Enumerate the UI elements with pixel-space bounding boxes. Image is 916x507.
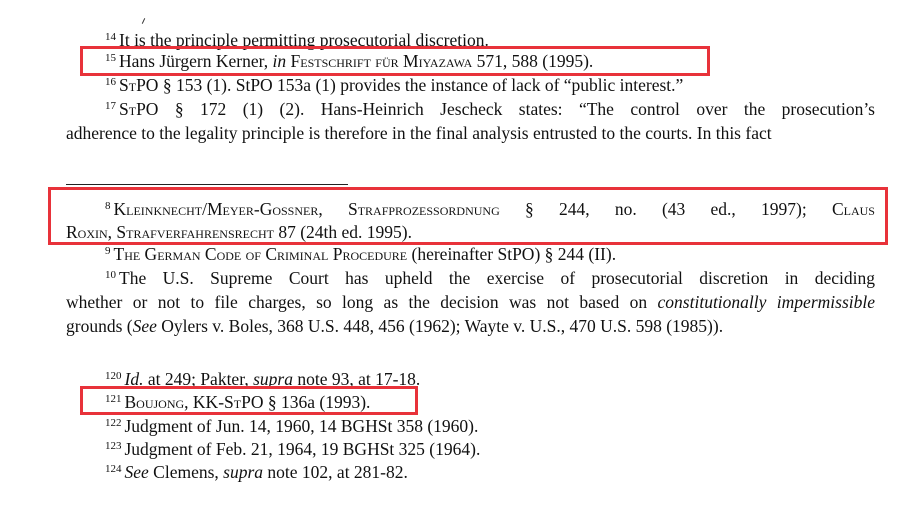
footnote-number: 14 bbox=[105, 31, 116, 43]
footnote-17-continuation: adherence to the legality principle is therefore in the final analysis entrusted to the courts. In this fact bbox=[66, 123, 772, 143]
footnote-number: 124 bbox=[105, 463, 122, 475]
footnote-124: $^{124}$ See Clemens, supra note 102, at 281-82. bbox=[105, 462, 408, 482]
footnote-16: $^{16}$ StPO § 153 (1). StPO 153a (1) provides the instance of lack of “public interest.” bbox=[105, 75, 684, 95]
footnote-number: 123 bbox=[105, 440, 122, 452]
footnote-15: $^{15}$ Hans Jürgern Kerner, in Festschrift für Miyazawa 571, 588 (1995). bbox=[105, 51, 594, 71]
footnote-number: 17 bbox=[105, 100, 116, 112]
footnote-number: 9 bbox=[105, 245, 111, 257]
footnote-17: $^{17}$ StPO § 172 (1) (2). Hans-Heinrich Jescheck states: “The control over the prosecution’s bbox=[105, 99, 875, 119]
footnote-number: 10 bbox=[105, 269, 116, 281]
footnote-122: $^{122}$ Judgment of Jun. 14, 1960, 14 BGHSt 358 (1960). bbox=[105, 416, 479, 436]
footnote-text: It is the principle permitting prosecutorial discretion. bbox=[119, 30, 489, 50]
footnote-120: $^{120}$ Id. at 249; Pakter, supra note 93, at 17-18. bbox=[105, 369, 421, 389]
footnote-number: 122 bbox=[105, 417, 122, 429]
footnote-number: 16 bbox=[105, 76, 116, 88]
footnote-9: $^9$ The German Code of Criminal Procedure (hereinafter StPO) § 244 (II). bbox=[105, 244, 617, 264]
stray-mark bbox=[142, 18, 145, 24]
footnote-10: $^{10}$ The U.S. Supreme Court has upheld the exercise of prosecutorial discretion in deciding bbox=[105, 268, 875, 288]
footnote-number: 15 bbox=[105, 52, 116, 64]
footnote-number: 120 bbox=[105, 370, 122, 382]
footnote-14 bbox=[105, 30, 489, 50]
footnote-10-continuation-2: grounds (See Oylers v. Boles, 368 U.S. 448, 456 (1962); Wayte v. U.S., 470 U.S. 598 (1985)). bbox=[66, 316, 724, 336]
footnote-8: $^8$ Kleinknecht/Meyer-Goßner, Strafprozeßordnung § 244, no. (43 ed., 1997); Claus bbox=[105, 199, 875, 219]
footnote-number: 121 bbox=[105, 393, 122, 405]
footnote-123: $^{123}$ Judgment of Feb. 21, 1964, 19 BGHSt 325 (1964). bbox=[105, 439, 481, 459]
footnote-separator-rule bbox=[66, 184, 348, 185]
footnote-10-continuation-1: whether or not to file charges, so long as the decision was not based on constitutionally impermissible bbox=[66, 292, 875, 312]
footnote-8-continuation: Roxin, Strafverfahrensrecht 87 (24th ed. 1995). bbox=[66, 222, 412, 242]
footnote-121: $^{121}$ Boujong, KK-StPO § 136a (1993). bbox=[105, 392, 371, 412]
footnote-number: 8 bbox=[105, 200, 111, 212]
